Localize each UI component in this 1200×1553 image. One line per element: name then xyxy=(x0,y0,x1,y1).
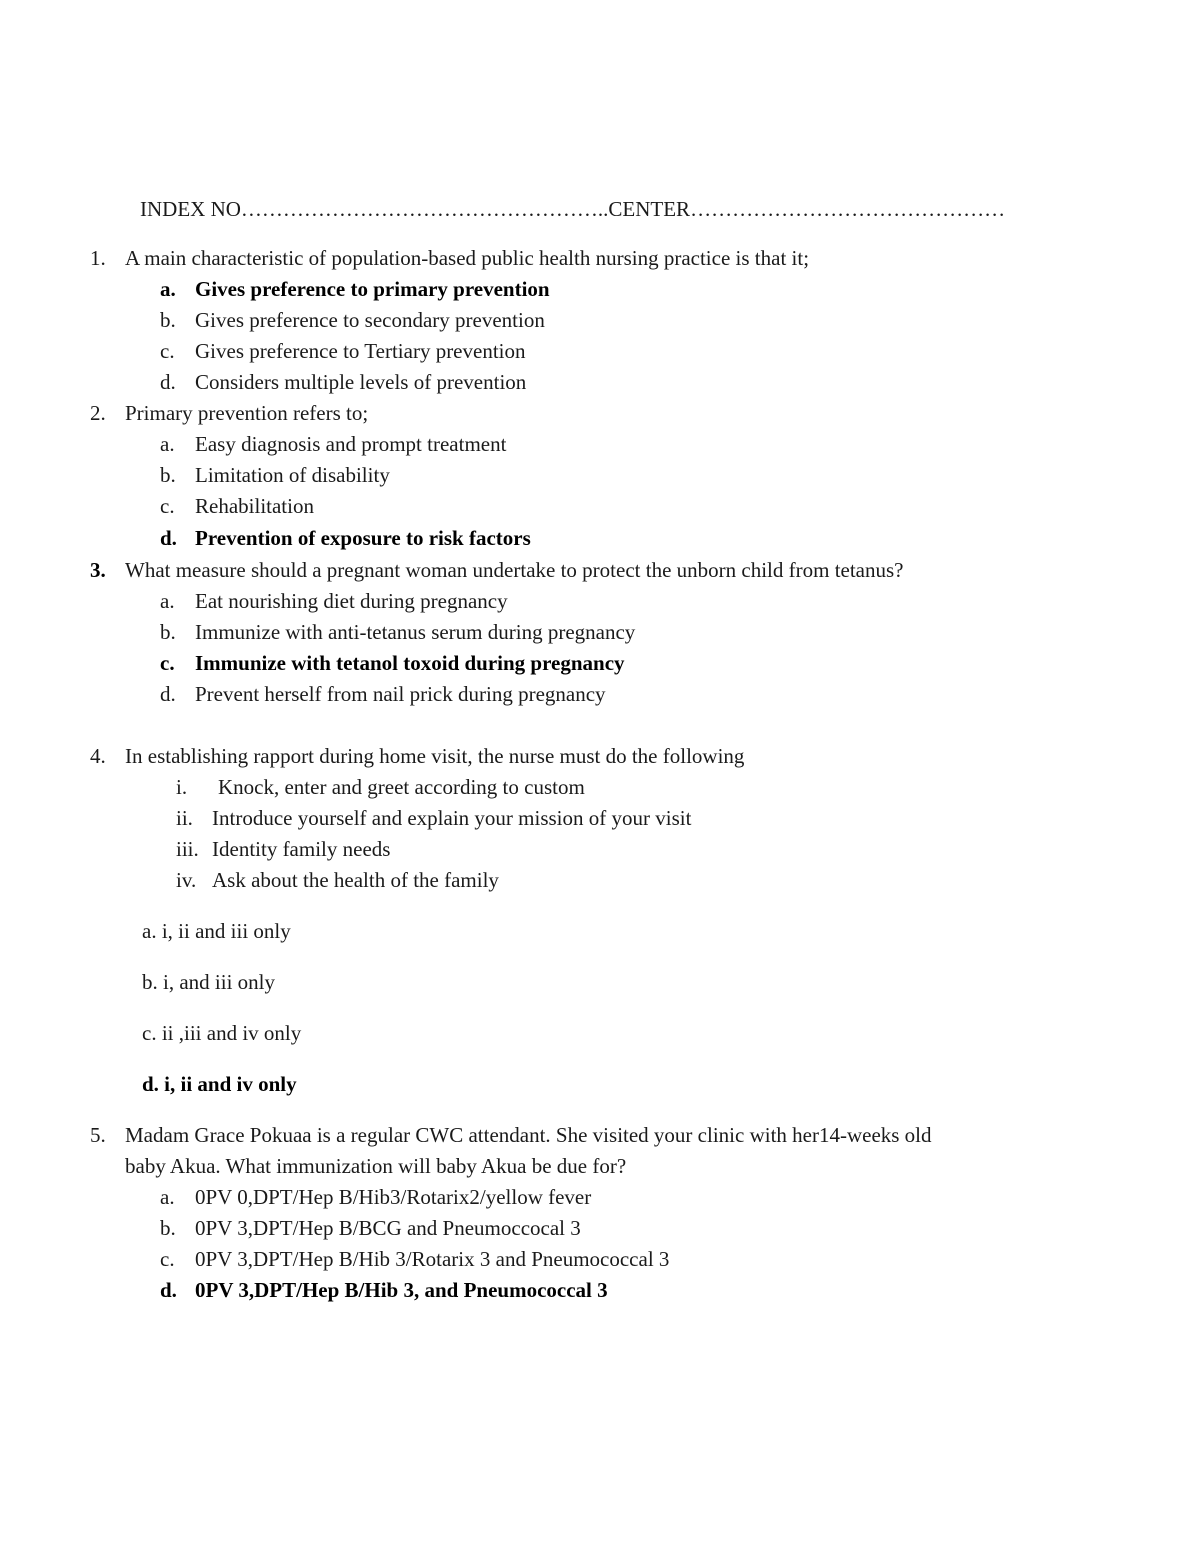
option-letter: c. xyxy=(160,1247,175,1271)
option-text: c. ii ,iii and iv only xyxy=(142,1021,302,1045)
option-text: a. i, ii and iii only xyxy=(142,919,291,943)
option-text-correct: d. i, ii and iv only xyxy=(142,1072,297,1096)
option-text-correct: Immunize with tetanol toxoid during pregnancy xyxy=(195,651,625,675)
option-letter: b. xyxy=(160,463,176,487)
option-text: b. i, and iii only xyxy=(142,970,275,994)
option-text: Considers multiple levels of prevention xyxy=(195,370,527,394)
option-text: 0PV 0,DPT/Hep B/Hib3/Rotarix2/yellow fever xyxy=(195,1185,592,1209)
question-number: 2. xyxy=(90,401,106,425)
subitem-numeral: ii. xyxy=(176,806,193,830)
option-letter: d. xyxy=(160,526,177,550)
option-letter: a. xyxy=(160,432,175,456)
question-text: What measure should a pregnant woman undertake to protect the unborn child from tetanus? xyxy=(125,558,904,582)
option-letter: d. xyxy=(160,370,176,394)
option-text: Eat nourishing diet during pregnancy xyxy=(195,589,508,613)
option-letter: a. xyxy=(160,1185,175,1209)
option-text-correct: Prevention of exposure to risk factors xyxy=(195,526,531,550)
option-text-correct: Gives preference to primary prevention xyxy=(195,277,550,301)
option-text: 0PV 3,DPT/Hep B/BCG and Pneumoccocal 3 xyxy=(195,1216,581,1240)
option-text: Gives preference to secondary prevention xyxy=(195,308,545,332)
option-letter: a. xyxy=(160,589,175,613)
option-letter: d. xyxy=(160,1278,177,1302)
option-text-correct: 0PV 3,DPT/Hep B/Hib 3, and Pneumococcal 3 xyxy=(195,1278,608,1302)
question-number: 1. xyxy=(90,246,106,270)
index-field[interactable]: …………………………………………….. xyxy=(240,197,609,221)
option-letter: a. xyxy=(160,277,176,301)
subitem-text: Identity family needs xyxy=(212,837,391,861)
question-text: Madam Grace Pokuaa is a regular CWC attendant. She visited your clinic with her14-weeks old xyxy=(125,1123,932,1147)
option-text: Rehabilitation xyxy=(195,494,314,518)
option-letter: c. xyxy=(160,494,175,518)
option-text: Prevent herself from nail prick during pregnancy xyxy=(195,682,606,706)
subitem-text: Knock, enter and greet according to custom xyxy=(218,775,585,799)
question-text: Primary prevention refers to; xyxy=(125,401,369,425)
subitem-text: Ask about the health of the family xyxy=(212,868,499,892)
option-letter: b. xyxy=(160,308,176,332)
option-letter: c. xyxy=(160,339,175,363)
question-text: In establishing rapport during home visit, the nurse must do the following xyxy=(125,744,745,768)
option-text: Gives preference to Tertiary prevention xyxy=(195,339,526,363)
subitem-text: Introduce yourself and explain your mission of your visit xyxy=(212,806,692,830)
option-letter: d. xyxy=(160,682,176,706)
question-text: baby Akua. What immunization will baby Akua be due for? xyxy=(125,1154,627,1178)
option-text: 0PV 3,DPT/Hep B/Hib 3/Rotarix 3 and Pneumococcal 3 xyxy=(195,1247,670,1271)
option-text: Immunize with anti-tetanus serum during pregnancy xyxy=(195,620,636,644)
header-line xyxy=(140,196,1005,222)
index-label: INDEX NO xyxy=(140,197,241,221)
option-text: Easy diagnosis and prompt treatment xyxy=(195,432,507,456)
center-field[interactable]: ……………………………………… xyxy=(690,197,1006,221)
option-text: Limitation of disability xyxy=(195,463,390,487)
center-label: CENTER xyxy=(608,197,691,221)
option-letter: c. xyxy=(160,651,175,675)
question-text: A main characteristic of population-based public health nursing practice is that it; xyxy=(125,246,810,270)
subitem-numeral: iv. xyxy=(176,868,197,892)
question-number: 4. xyxy=(90,744,106,768)
question-number: 5. xyxy=(90,1123,106,1147)
option-letter: b. xyxy=(160,620,176,644)
option-letter: b. xyxy=(160,1216,176,1240)
subitem-numeral: i. xyxy=(176,775,188,799)
question-number: 3. xyxy=(90,558,106,582)
subitem-numeral: iii. xyxy=(176,837,199,861)
